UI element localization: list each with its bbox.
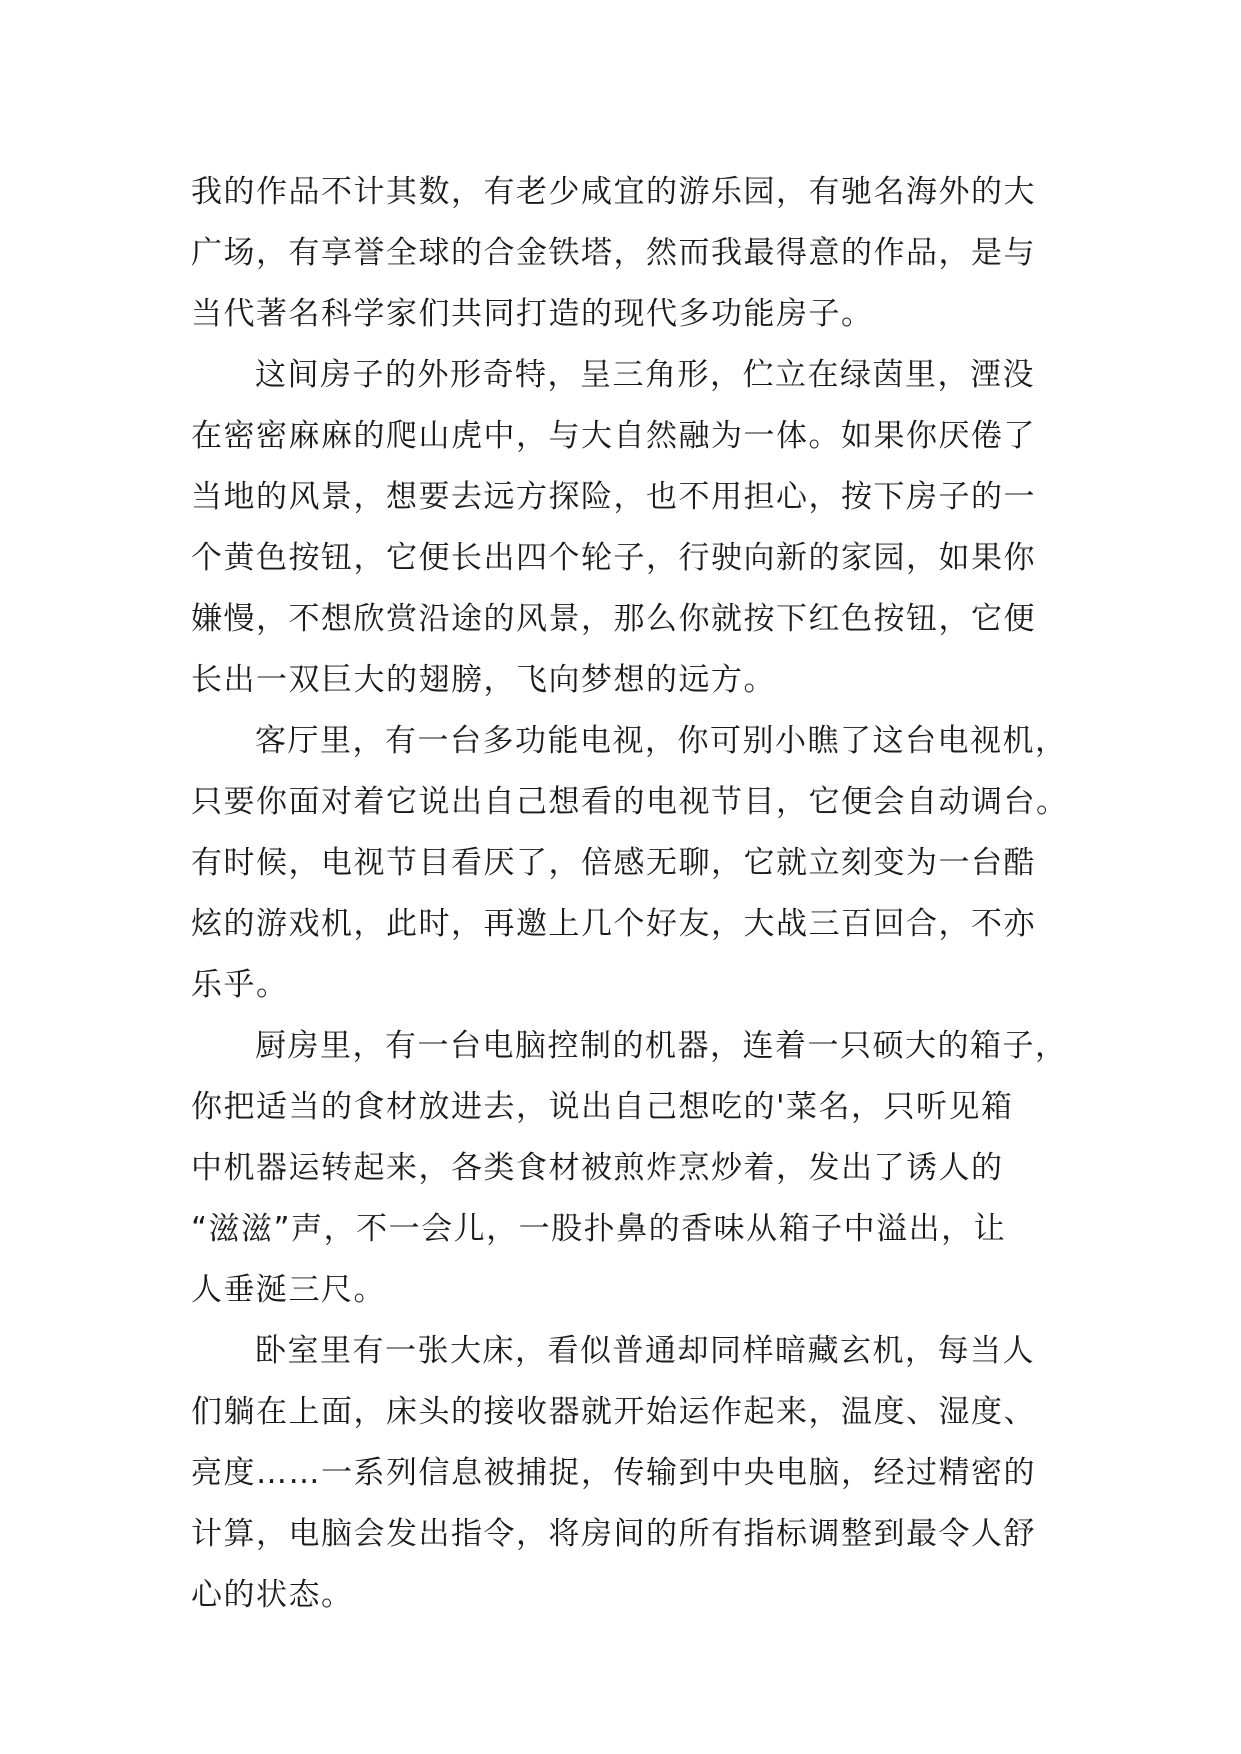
paragraph-line: 人垂涎三尺。 <box>191 1272 386 1308</box>
paragraph-line: 你把适当的食材放进去，说出自己想吃的'菜名，只听见箱 <box>191 1089 1014 1125</box>
paragraph-line: 当地的风景，想要去远方探险，也不用担心，按下房子的一 <box>191 479 1036 515</box>
paragraph-line: “滋滋”声，不一会儿，一股扑鼻的香味从箱子中溢出，让 <box>191 1211 1007 1247</box>
paragraph-line: 在密密麻麻的爬山虎中，与大自然融为一体。如果你厌倦了 <box>191 418 1036 454</box>
paragraph-line: 炫的游戏机，此时，再邀上几个好友，大战三百回合，不亦 <box>191 906 1036 942</box>
paragraph-line: 中机器运转起来，各类食材被煎炸烹炒着，发出了诱人的 <box>191 1150 1004 1186</box>
paragraph-line: 个黄色按钮，它便长出四个轮子，行驶向新的家园，如果你 <box>191 540 1036 576</box>
paragraph-5 <box>191 1321 1051 1626</box>
document-body <box>191 162 1069 1626</box>
paragraph-line: 只要你面对着它说出自己想看的电视节目，它便会自动调台。 <box>191 784 1069 820</box>
paragraph-line: 客厅里，有一台多功能电视，你可别小瞧了这台电视机， <box>255 723 1068 759</box>
paragraph-2 <box>191 345 1051 711</box>
paragraph-1 <box>191 162 1051 345</box>
paragraph-line: 有时候，电视节目看厌了，倍感无聊，它就立刻变为一台酷 <box>191 845 1036 881</box>
paragraph-line: 这间房子的外形奇特，呈三角形，伫立在绿茵里，湮没 <box>255 357 1035 393</box>
paragraph-line: 卧室里有一张大床，看似普通却同样暗藏玄机，每当人 <box>255 1333 1035 1369</box>
paragraph-4 <box>191 1016 1068 1321</box>
paragraph-line: 我的作品不计其数，有老少咸宜的游乐园，有驰名海外的大 <box>191 174 1036 210</box>
paragraph-line: 乐乎。 <box>191 967 289 1003</box>
paragraph-line: 长出一双巨大的翅膀，飞向梦想的远方。 <box>191 662 776 698</box>
paragraph-line: 心的状态。 <box>191 1577 354 1613</box>
paragraph-line: 亮度……一系列信息被捕捉，传输到中央电脑，经过精密的 <box>191 1455 1036 1491</box>
paragraph-line: 嫌慢，不想欣赏沿途的风景，那么你就按下红色按钮，它便 <box>191 601 1036 637</box>
paragraph-line: 计算，电脑会发出指令，将房间的所有指标调整到最令人舒 <box>191 1516 1036 1552</box>
paragraph-line: 当代著名科学家们共同打造的现代多功能房子。 <box>191 296 874 332</box>
paragraph-line: 广场，有享誉全球的合金铁塔，然而我最得意的作品，是与 <box>191 235 1036 271</box>
paragraph-3 <box>191 711 1069 1016</box>
paragraph-line: 厨房里，有一台电脑控制的机器，连着一只硕大的箱子， <box>255 1028 1068 1064</box>
paragraph-line: 们躺在上面，床头的接收器就开始运作起来，温度、湿度、 <box>191 1394 1036 1430</box>
